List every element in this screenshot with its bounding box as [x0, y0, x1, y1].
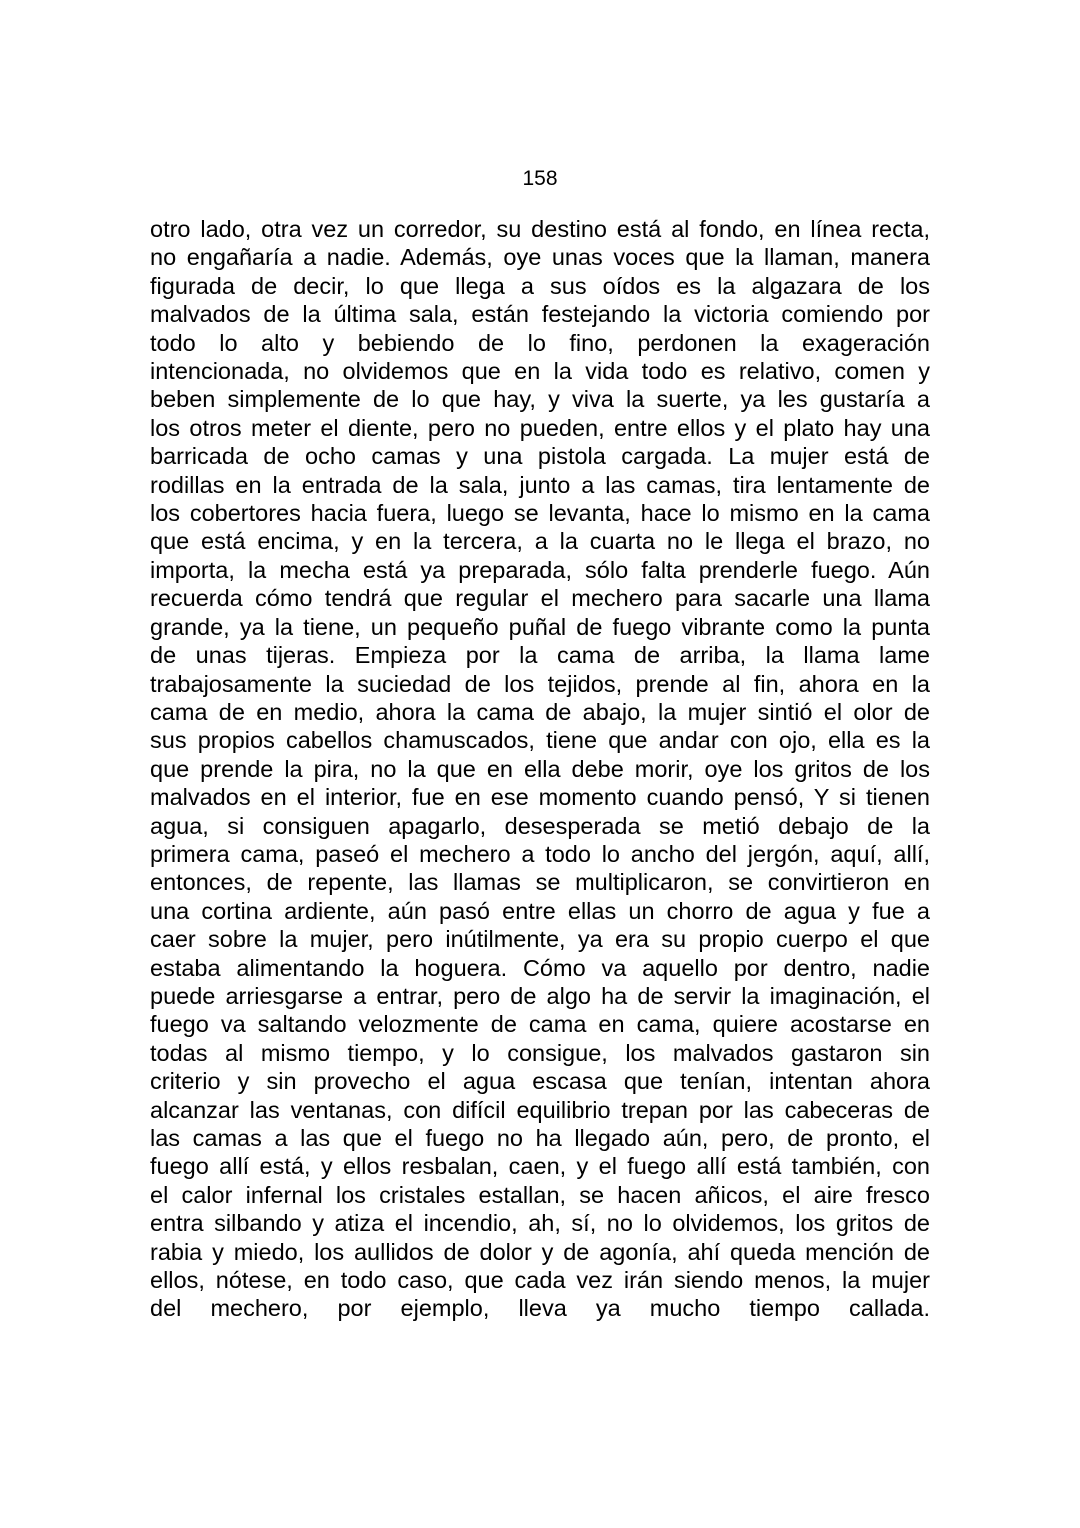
- text-line: cama de en medio, ahora la cama de abajo, la mujer sintió el olor de: [150, 698, 930, 725]
- text-line: estaba alimentando la hoguera. Cómo va aquello por dentro, nadie: [150, 954, 930, 981]
- page-number: 158: [522, 167, 558, 190]
- text-line: todas al mismo tiempo, y lo consigue, los malvados gastaron sin: [150, 1039, 930, 1066]
- text-line: sus propios cabellos chamuscados, tiene que andar con ojo, ella es la: [150, 727, 930, 754]
- text-line: los otros meter el diente, pero no pueden, entre ellos y el plato hay una: [150, 414, 930, 441]
- text-line: entra silbando y atiza el incendio, ah, sí, no lo olvidemos, los gritos de: [150, 1210, 930, 1237]
- text-line: caer sobre la mujer, pero inútilmente, ya era su propio cuerpo el que: [150, 926, 930, 953]
- text-line: rodillas en la entrada de la sala, junto a las camas, tira lentamente de: [150, 471, 930, 498]
- text-line: que está encima, y en la tercera, a la cuarta no le llega el brazo, no: [150, 528, 930, 555]
- text-line: importa, la mecha está ya preparada, sólo falta prenderle fuego. Aún: [150, 556, 930, 583]
- text-line: trabajosamente la suciedad de los tejidos, prende al fin, ahora en la: [150, 670, 930, 697]
- text-line: fuego va saltando velozmente de cama en cama, quiere acostarse en: [150, 1011, 930, 1038]
- text-line: no engañaría a nadie. Además, oye unas voces que la llaman, manera: [150, 244, 930, 271]
- text-line: de unas tijeras. Empieza por la cama de arriba, la llama lame: [150, 642, 930, 669]
- text-line: el calor infernal los cristales estallan, se hacen añicos, el aire fresco: [150, 1181, 930, 1208]
- text-line: agua, si consiguen apagarlo, desesperada se metió debajo de la: [150, 812, 930, 839]
- text-line: las camas a las que el fuego no ha llegado aún, pero, de pronto, el: [150, 1125, 930, 1151]
- text-line: entonces, de repente, las llamas se multiplicaron, se convirtieron en: [150, 869, 930, 896]
- text-line: primera cama, paseó el mechero a todo lo ancho del jergón, aquí, allí,: [150, 840, 930, 867]
- text-line: rabia y miedo, los aullidos de dolor y de agonía, ahí queda mención de: [150, 1238, 930, 1265]
- text-line: todo lo alto y bebiendo de lo fino, perdonen la exageración: [150, 329, 930, 356]
- text-line: ellos, nótese, en todo caso, que cada vez irán siendo menos, la mujer: [150, 1267, 930, 1294]
- text-line: figurada de decir, lo que llega a sus oídos es la algazara de los: [150, 272, 930, 299]
- text-line: puede arriesgarse a entrar, pero de algo ha de servir la imaginación, el: [150, 982, 930, 1009]
- text-line: los cobertores hacia fuera, luego se levanta, hace lo mismo en la cama: [150, 500, 930, 527]
- text-line: fuego allí está, y ellos resbalan, caen, y el fuego allí está también, con: [150, 1153, 930, 1180]
- text-line: una cortina ardiente, aún pasó entre ellas un chorro de agua y fue a: [150, 897, 930, 924]
- text-line: beben simplemente de lo que hay, y viva la suerte, ya les gustaría a: [150, 386, 930, 413]
- text-line: que prende la pira, no la que en ella debe morir, oye los gritos de los: [150, 755, 930, 782]
- body-text: [150, 215, 930, 1323]
- text-line: intencionada, no olvidemos que en la vida todo es relativo, comen y: [150, 358, 930, 385]
- text-line: alcanzar las ventanas, con difícil equilibrio trepan por las cabeceras de: [150, 1096, 930, 1123]
- text-line: del mechero, por ejemplo, lleva ya mucho tiempo callada.: [150, 1295, 930, 1322]
- text-line: criterio y sin provecho el agua escasa que tenían, intentan ahora: [150, 1068, 930, 1095]
- text-line: recuerda cómo tendrá que regular el mechero para sacarle una llama: [150, 585, 930, 612]
- text-line: otro lado, otra vez un corredor, su destino está al fondo, en línea recta,: [150, 216, 930, 242]
- text-line: malvados en el interior, fue en ese momento cuando pensó, Y si tienen: [150, 784, 930, 811]
- text-line: malvados de la última sala, están festejando la victoria comiendo por: [150, 301, 930, 328]
- text-line: grande, ya la tiene, un pequeño puñal de fuego vibrante como la punta: [150, 613, 930, 640]
- text-line: barricada de ocho camas y una pistola cargada. La mujer está de: [150, 443, 930, 470]
